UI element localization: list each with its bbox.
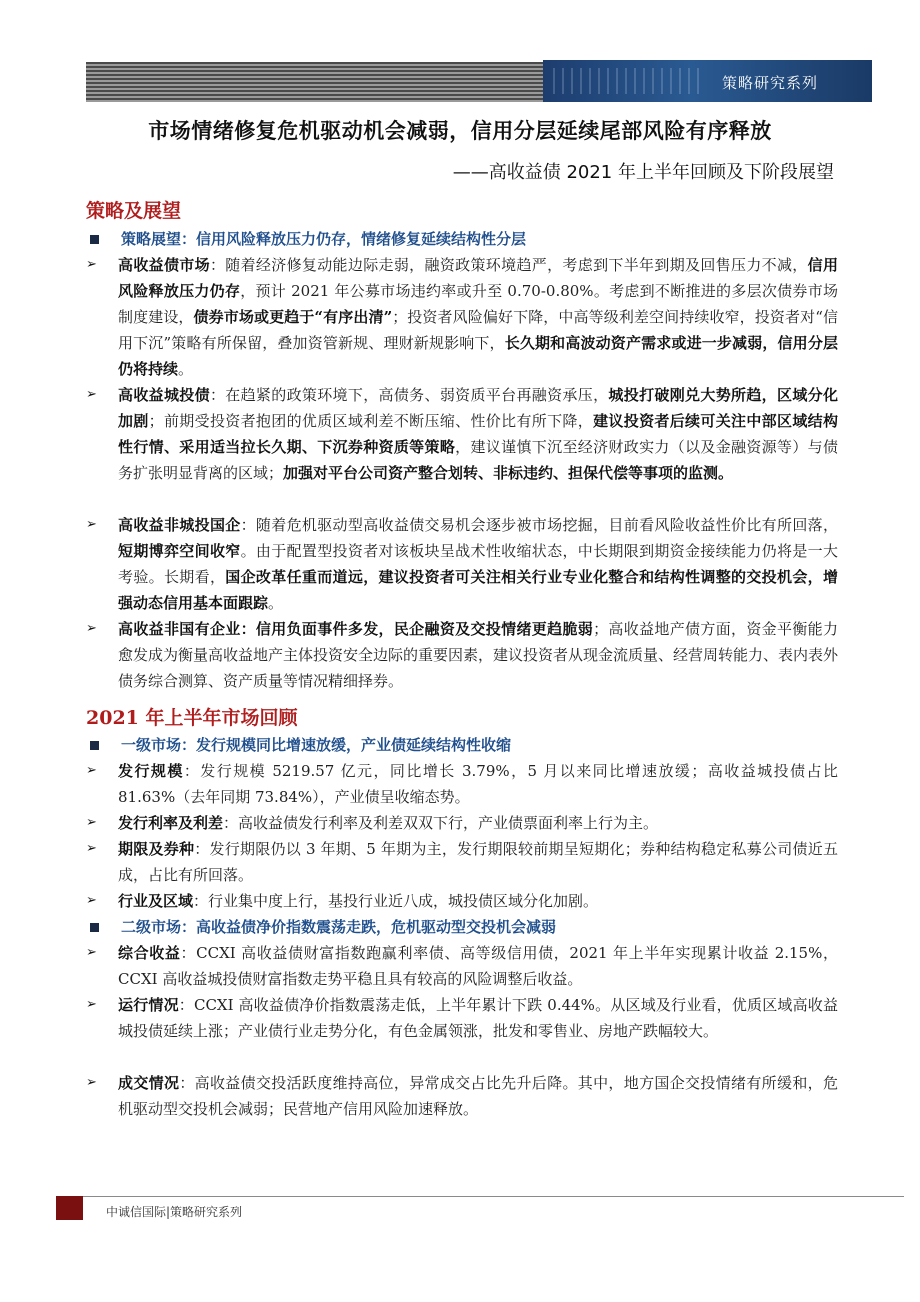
header-series-banner <box>543 60 872 102</box>
text-segment: ，预计 2021 年公募市场违约率或升至 0.70-0.80%。考虑到不断推进的多层次债券市场制度建设， <box>118 282 838 326</box>
bullet-text <box>118 616 838 694</box>
footer-divider <box>56 1196 904 1197</box>
bold-text-segment: 加强对平台公司资产整合划转、非标违约、担保代偿等事项的监测。 <box>283 464 734 482</box>
list-item <box>86 758 838 810</box>
square-bullet-icon <box>90 741 99 750</box>
bold-text-segment: 高收益非国有企业：信用负面事件多发，民企融资及交投情绪更趋脆弱 <box>118 620 594 638</box>
text-segment: ：高收益债发行利率及利差双双下行，产业债票面利率上行为主。 <box>223 814 659 832</box>
page-subtitle: ——高收益债 2021 年上半年回顾及下阶段展望 <box>452 162 834 183</box>
bold-text-segment: 城投打破刚兑大势所趋，区域分化加剧 <box>118 386 838 430</box>
text-segment: ；高收益地产债方面，资金平衡能力愈发成为衡量高收益地产主体投资安全边际的重要因素，建议投资者从现金流质量、经营周转能力、表内表外债务综合测算、资产质量等情况精细择券。 <box>118 620 839 690</box>
footer-color-block <box>56 1196 83 1220</box>
page-title: 市场情绪修复危机驱动机会减弱，信用分层延续尾部风险有序释放 <box>148 119 772 143</box>
list-item <box>86 616 838 694</box>
bold-text-segment: 长久期和高波动资产需求或进一步减弱，信用分层仍将持续 <box>118 334 838 378</box>
bullet-text <box>118 836 838 888</box>
square-bullet-icon <box>90 235 99 244</box>
bold-text-segment: 成交情况 <box>118 1074 180 1092</box>
text-segment: ：高收益债交投活跃度维持高位，异常成交占比先升后降。其中，地方国企交投情绪有所缓和，危机驱动型交投机会减弱；民营地产信用风险加速释放。 <box>118 1074 838 1118</box>
text-segment: 。 <box>268 594 284 612</box>
list-item <box>86 252 838 382</box>
bold-text-segment: 信用风险释放压力仍存 <box>118 256 838 300</box>
bullet-text <box>118 512 838 616</box>
sub-heading-primary-market <box>86 732 511 758</box>
section-heading-strategy: 策略及展望 <box>86 200 182 222</box>
bold-text-segment: 建议投资者后续可关注中部区域结构性行情、采用适当拉长久期、下沉券种资质等策略 <box>118 412 838 456</box>
bold-text-segment: 行业及区域 <box>118 892 194 910</box>
text-segment: ：发行规模 5219.57 亿元，同比增长 3.79%，5 月以来同比增速放缓；高收益城投债占比 81.63%（去年同期 73.84%），产业债呈收缩态势。 <box>118 762 838 806</box>
text-segment: ：随着危机驱动型高收益债交易机会逐步被市场挖掘，目前看风险收益性价比有所回落， <box>240 516 838 534</box>
arrow-bullet-icon: ➢ <box>86 893 97 908</box>
list-item <box>86 512 838 616</box>
arrow-bullet-icon: ➢ <box>86 763 97 778</box>
text-segment: ：随着经济修复动能边际走弱，融资政策环境趋严，考虑到下半年到期及回售压力不减， <box>209 256 808 274</box>
text-segment: ，建议谨慎下沉至经济财政实力（以及金融资源等）与债务扩张明显背离的区域； <box>118 438 838 482</box>
bold-text-segment: 高收益债市场 <box>118 256 210 274</box>
text-segment: ：行业集中度上行，基投行业近八成，城投债区域分化加剧。 <box>193 892 599 910</box>
bullet-text <box>118 252 838 382</box>
sub-heading-text: 策略展望：信用风险释放压力仍存，情绪修复延续结构性分层 <box>121 230 527 248</box>
bold-text-segment: 综合收益 <box>118 944 181 962</box>
arrow-bullet-icon: ➢ <box>86 841 97 856</box>
arrow-bullet-icon: ➢ <box>86 945 97 960</box>
bullet-text <box>118 758 838 810</box>
arrow-bullet-icon: ➢ <box>86 387 97 402</box>
bold-text-segment: 期限及券种 <box>118 840 195 858</box>
series-tag: 策略研究系列 <box>721 74 818 92</box>
banner-decoration <box>553 68 703 94</box>
sub-heading-secondary-market <box>86 914 556 940</box>
section-heading-review: 2021 年上半年市场回顾 <box>86 707 298 729</box>
list-item <box>86 1070 838 1122</box>
arrow-bullet-icon: ➢ <box>86 257 97 272</box>
bullet-text <box>118 888 838 914</box>
arrow-bullet-icon: ➢ <box>86 621 97 636</box>
text-segment: ：CCXI 高收益债财富指数跑赢利率债、高等级信用债，2021 年上半年实现累计收益 2.15%，CCXI 高收益城投债财富指数走势平稳且具有较高的风险调整后收益。 <box>118 944 838 988</box>
text-segment: ：发行期限仍以 3 年期、5 年期为主，发行期限较前期呈短期化；券种结构稳定私募公司债近五成，占比有所回落。 <box>118 840 838 884</box>
list-item <box>86 836 838 888</box>
square-bullet-icon <box>90 923 99 932</box>
bold-text-segment: 运行情况 <box>118 996 179 1014</box>
bullet-text <box>118 1070 838 1122</box>
arrow-bullet-icon: ➢ <box>86 997 97 1012</box>
text-segment: ：CCXI 高收益债净价指数震荡走低，上半年累计下跌 0.44%。从区域及行业看，优质区域高收益城投债延续上涨；产业债行业走势分化，有色金属领涨，批发和零售业、房地产跌幅较大。 <box>118 996 838 1040</box>
arrow-bullet-icon: ➢ <box>86 1075 97 1090</box>
footer-text: 中诚信国际|策略研究系列 <box>106 1205 243 1219</box>
bullet-text <box>118 992 838 1044</box>
list-item <box>86 382 838 486</box>
bullet-text <box>118 810 838 836</box>
text-segment: ：在趋紧的政策环境下，高债务、弱资质平台再融资承压， <box>209 386 609 404</box>
bold-text-segment: 国企改革任重而道远，建议投资者可关注相关行业专业化整合和结构性调整的交投机会，增强动态信用基本面跟踪 <box>118 568 838 612</box>
bullet-text <box>118 940 838 992</box>
arrow-bullet-icon: ➢ <box>86 517 97 532</box>
sub-heading-strategy-outlook <box>86 226 526 252</box>
list-item <box>86 992 838 1044</box>
bold-text-segment: 债券市场或更趋于“有序出清” <box>193 308 393 326</box>
bold-text-segment: 发行规模 <box>118 762 184 780</box>
text-segment: 。由于配置型投资者对该板块呈战术性收缩状态，中长期限到期资金接续能力仍将是一大考验。长期看， <box>118 542 838 586</box>
bullet-text <box>118 382 838 486</box>
text-segment: ；投资者风险偏好下降，中高等级利差空间持续收窄，投资者对“信用下沉”策略有所保留，叠加资管新规、理财新规影响下， <box>118 308 838 352</box>
bold-text-segment: 高收益城投债 <box>118 386 210 404</box>
list-item <box>86 810 838 836</box>
bold-text-segment: 高收益非城投国企 <box>118 516 241 534</box>
sub-heading-text: 一级市场：发行规模同比增速放缓，产业债延续结构性收缩 <box>121 736 512 754</box>
arrow-bullet-icon: ➢ <box>86 815 97 830</box>
text-segment: 。 <box>178 360 194 378</box>
bold-text-segment: 短期博弈空间收窄 <box>118 542 241 560</box>
text-segment: ；前期受投资者抱团的优质区域利差不断压缩、性价比有所下降， <box>148 412 594 430</box>
sub-heading-text: 二级市场：高收益债净价指数震荡走跌，危机驱动型交投机会减弱 <box>121 918 557 936</box>
list-item <box>86 940 838 992</box>
list-item <box>86 888 838 914</box>
bold-text-segment: 发行利率及利差 <box>118 814 224 832</box>
